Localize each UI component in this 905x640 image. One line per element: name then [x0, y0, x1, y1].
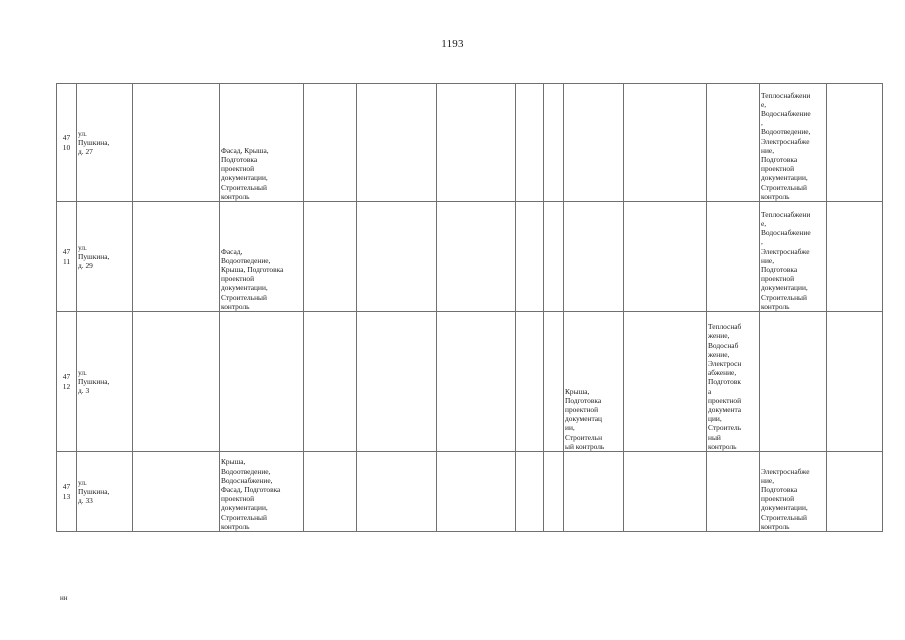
table-row: [57, 452, 883, 532]
empty-cell: [707, 84, 760, 202]
empty-cell: [827, 312, 883, 452]
empty-cell: [544, 452, 564, 532]
empty-cell: [304, 312, 357, 452]
row-number-cell: 47 13: [57, 452, 77, 532]
empty-cell: [357, 202, 437, 312]
empty-cell: [827, 202, 883, 312]
work-types-cell: Теплоснабжени е, Водоснабжение , Электроснабже ние, Подготовка проектной документации, Строительный контроль: [760, 202, 827, 312]
empty-cell: [707, 452, 760, 532]
empty-cell: [564, 84, 624, 202]
empty-cell: [357, 84, 437, 202]
empty-cell: [516, 452, 544, 532]
empty-cell: [357, 452, 437, 532]
address-cell: ул. Пушкина, д. 3: [77, 312, 133, 452]
empty-cell: [357, 312, 437, 452]
table-row: [57, 312, 883, 452]
empty-cell: [437, 452, 516, 532]
empty-cell: [437, 312, 516, 452]
work-types-cell: Крыша, Водоотведение, Водоснабжение, Фасад, Подготовка проектной документации, Строительный контроль: [220, 452, 304, 532]
row-number-cell: 47 11: [57, 202, 77, 312]
empty-cell: [544, 202, 564, 312]
empty-cell: [827, 452, 883, 532]
empty-cell: [133, 312, 220, 452]
table-row: [57, 202, 883, 312]
work-types-cell: Теплоснабжени е, Водоснабжение , Водоотведение, Электроснабже ние, Подготовка проектной документации, Строительный контроль: [760, 84, 827, 202]
empty-cell: [304, 84, 357, 202]
work-types-cell: Теплоснаб жение, Водоснаб жение, Электросн абжение, Подготовк а проектной документа ции, Строитель ный контроль: [707, 312, 760, 452]
empty-cell: [220, 312, 304, 452]
footer-mark: нн: [60, 594, 68, 602]
address-cell: ул. Пушкина, д. 33: [77, 452, 133, 532]
empty-cell: [760, 312, 827, 452]
work-types-cell: Фасад, Крыша, Подготовка проектной документации, Строительный контроль: [220, 84, 304, 202]
empty-cell: [516, 202, 544, 312]
empty-cell: [437, 202, 516, 312]
schedule-table: [56, 83, 883, 532]
address-cell: ул. Пушкина, д. 27: [77, 84, 133, 202]
work-types-cell: Фасад, Водоотведение, Крыша, Подготовка проектной документации, Строительный контроль: [220, 202, 304, 312]
empty-cell: [516, 84, 544, 202]
empty-cell: [304, 202, 357, 312]
empty-cell: [624, 202, 707, 312]
empty-cell: [624, 452, 707, 532]
empty-cell: [133, 452, 220, 532]
empty-cell: [827, 84, 883, 202]
work-types-cell: Электроснабже ние, Подготовка проектной документации, Строительный контроль: [760, 452, 827, 532]
empty-cell: [133, 202, 220, 312]
address-cell: ул. Пушкина, д. 29: [77, 202, 133, 312]
empty-cell: [304, 452, 357, 532]
page-number: 1193: [441, 38, 464, 50]
empty-cell: [564, 202, 624, 312]
row-number-cell: 47 12: [57, 312, 77, 452]
table-row: [57, 84, 883, 202]
empty-cell: [624, 312, 707, 452]
row-number-cell: 47 10: [57, 84, 77, 202]
empty-cell: [564, 452, 624, 532]
work-types-cell: Крыша, Подготовка проектной документац ии, Строительн ый контроль: [564, 312, 624, 452]
empty-cell: [133, 84, 220, 202]
empty-cell: [544, 312, 564, 452]
empty-cell: [544, 84, 564, 202]
empty-cell: [624, 84, 707, 202]
empty-cell: [437, 84, 516, 202]
empty-cell: [516, 312, 544, 452]
empty-cell: [707, 202, 760, 312]
